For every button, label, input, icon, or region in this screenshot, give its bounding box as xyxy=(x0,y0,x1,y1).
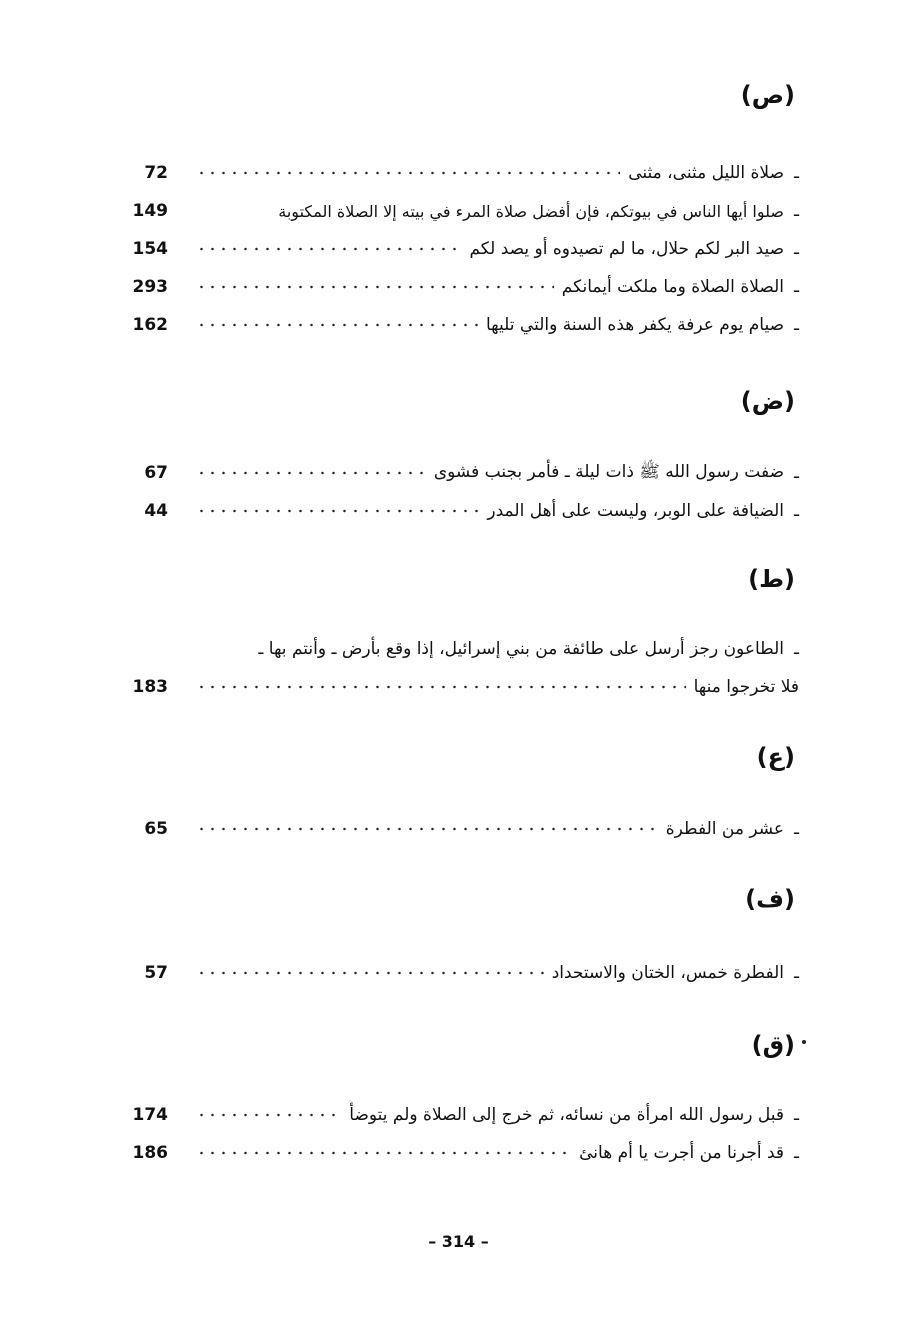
index-entry xyxy=(0,958,917,988)
section-heading: (ق) xyxy=(751,1031,795,1059)
entry-dash: ـ xyxy=(794,1105,799,1125)
page-ref: 67 xyxy=(144,463,168,483)
dot-leader xyxy=(196,680,686,694)
entry-dash: ـ xyxy=(794,277,799,297)
entry-text: قد أجرنا من أجرت يا أم هانئ xyxy=(579,1143,785,1163)
index-entry xyxy=(0,814,917,844)
page-ref: 65 xyxy=(144,819,168,839)
entry-text: عشر من الفطرة xyxy=(665,819,785,839)
index-entry xyxy=(0,310,917,340)
index-entry xyxy=(0,234,917,264)
dot-leader xyxy=(196,242,461,256)
page-ref: 72 xyxy=(144,163,168,183)
dot-leader xyxy=(196,466,426,480)
entry-dash: ـ xyxy=(794,501,799,521)
stray-mark xyxy=(802,1040,806,1044)
page-ref: 293 xyxy=(132,277,168,297)
entry-text: الفطرة خمس، الختان والاستحداد xyxy=(551,963,785,983)
dot-leader xyxy=(196,966,544,980)
dot-leader xyxy=(196,1146,571,1160)
page-ref: 186 xyxy=(132,1143,168,1163)
index-entry xyxy=(0,458,917,488)
entry-dash: ـ xyxy=(794,315,799,335)
dot-leader xyxy=(196,504,479,518)
index-entry xyxy=(0,272,917,302)
entry-text: الضيافة على الوبر، وليست على أهل المدر xyxy=(487,501,785,521)
page-ref: 44 xyxy=(144,501,168,521)
page-number: – 314 – xyxy=(428,1232,489,1251)
entry-text: الطاعون رجز أرسل على طائفة من بني إسرائيل، إذا وقع بأرض ـ وأنتم بها ـ xyxy=(258,639,785,659)
dot-leader xyxy=(196,318,478,332)
entry-text: ضفت رسول الله ﷺ ذات ليلة ـ فأمر بجنب فشوى xyxy=(433,461,785,482)
page-ref: 154 xyxy=(132,239,168,259)
index-entry xyxy=(0,496,917,526)
section-heading: (ض) xyxy=(740,387,795,415)
dot-leader xyxy=(196,1108,341,1122)
entry-dash: ـ xyxy=(794,201,799,221)
section-heading: (ف) xyxy=(745,885,795,913)
entry-text-continued: فلا تخرجوا منها xyxy=(693,677,799,697)
dot-leader xyxy=(196,166,620,180)
section-heading: (ط) xyxy=(748,565,795,593)
entry-text: صلاة الليل مثنى، مثنى xyxy=(628,163,785,183)
index-entry-line-1 xyxy=(0,634,917,664)
entry-dash: ـ xyxy=(794,239,799,259)
dot-leader xyxy=(196,822,658,836)
entry-dash: ـ xyxy=(794,819,799,839)
page-ref: 162 xyxy=(132,315,168,335)
entry-text: صيد البر لكم حلال، ما لم تصيدوه أو يصد لكم xyxy=(469,239,785,259)
dot-leader xyxy=(196,280,554,294)
entry-dash: ـ xyxy=(794,463,799,483)
entry-dash: ـ xyxy=(794,963,799,983)
section-heading: (ع) xyxy=(756,743,795,771)
section-heading: (ص) xyxy=(740,81,795,109)
page-ref: 57 xyxy=(144,963,168,983)
entry-text: قبل رسول الله امرأة من نسائه، ثم خرج إلى الصلاة ولم يتوضأ xyxy=(349,1105,785,1125)
entry-text: صيام يوم عرفة يكفر هذه السنة والتي تليها xyxy=(485,315,785,335)
entry-text: الصلاة الصلاة وما ملكت أيمانكم xyxy=(561,277,785,297)
page-ref: 149 xyxy=(132,201,168,221)
entry-dash: ـ xyxy=(794,163,799,183)
page-ref: 174 xyxy=(132,1105,168,1125)
page-ref: 183 xyxy=(132,677,168,697)
index-entry xyxy=(0,158,917,188)
index-entry xyxy=(0,196,917,226)
index-entry xyxy=(0,1100,917,1130)
entry-dash: ـ xyxy=(794,1143,799,1163)
entry-dash: ـ xyxy=(794,639,799,659)
entry-text: صلوا أيها الناس في بيوتكم، فإن أفضل صلاة المرء في بيته إلا الصلاة المكتوبة xyxy=(278,201,785,221)
index-entry-line-2 xyxy=(0,672,917,702)
index-entry xyxy=(0,1138,917,1168)
